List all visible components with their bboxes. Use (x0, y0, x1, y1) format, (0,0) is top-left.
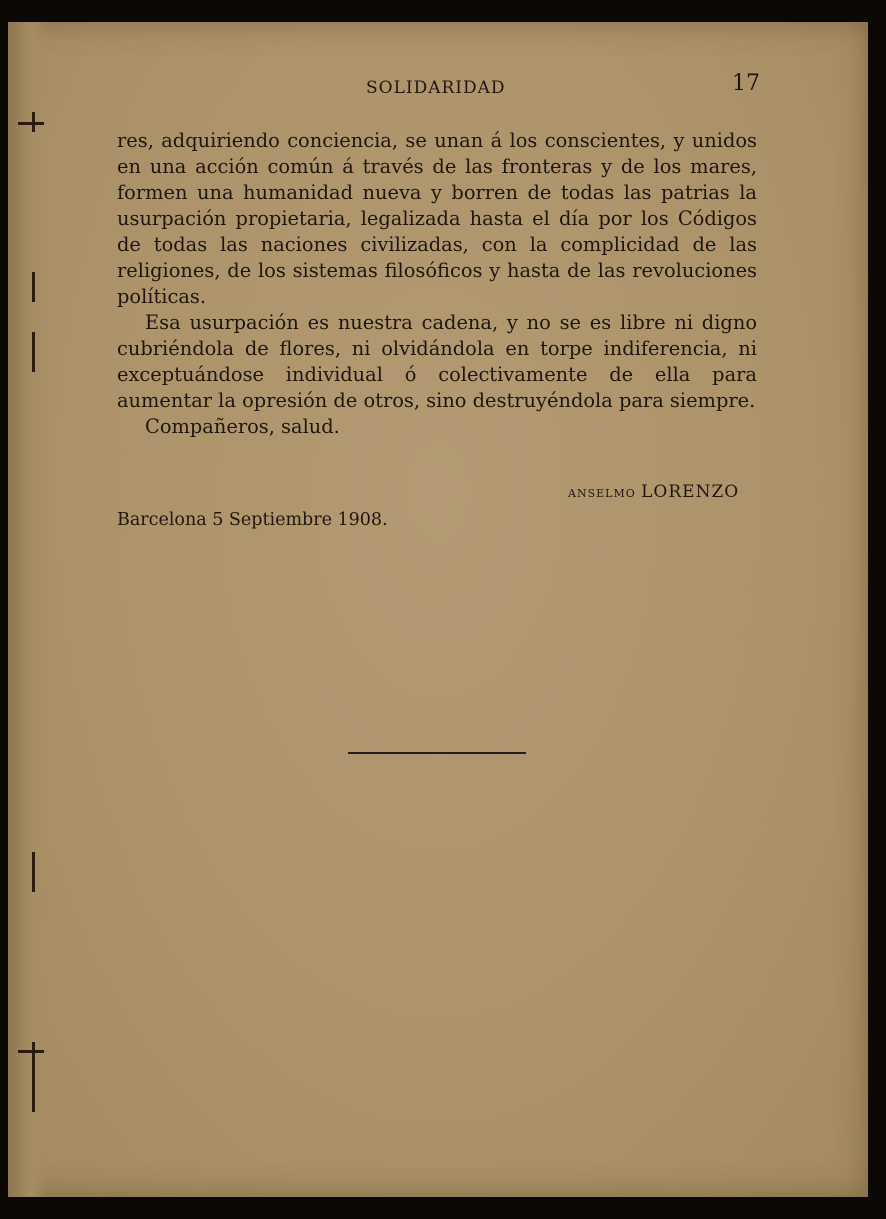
closing-salutation: Compañeros, salud. (145, 415, 340, 438)
binding-stitch (32, 332, 35, 372)
binding-stitch (32, 852, 35, 892)
page-number: 17 (732, 71, 760, 96)
running-head: SOLIDARIDAD (366, 78, 506, 98)
signature (568, 482, 739, 502)
paragraph: Esa usurpación es nuestra cadena, y no se es libre ni digno cubriéndola de flores, ni olvidándola en torpe indiferencia, ni exceptuándose individual ó colectivamente de ella para aumentar la opresión de otros, sino destruyéndola para siempre. (117, 311, 757, 412)
binding-mark (18, 122, 44, 125)
binding-mark (18, 1050, 44, 1053)
signature-last-name: LORENZO (641, 482, 740, 502)
section-divider (348, 752, 526, 754)
signature-first-name: ANSELMO (568, 487, 636, 500)
binding-edge (8, 22, 48, 1197)
binding-stitch (32, 272, 35, 302)
body-text (117, 128, 757, 440)
paper-sheet (8, 22, 868, 1197)
paragraph: res, adquiriendo conciencia, se unan á los conscientes, y unidos en una acción común á través de las fronteras y de los mares, formen una humanidad nueva y borren de todas las patrias la usurpación propietaria, legalizada hasta el día por los Códigos de todas las naciones civilizadas, con la complicidad de las religiones, de los sistemas filosóficos y hasta de las revoluciones políticas. (117, 129, 757, 308)
place-date: Barcelona 5 Septiembre 1908. (117, 510, 388, 530)
